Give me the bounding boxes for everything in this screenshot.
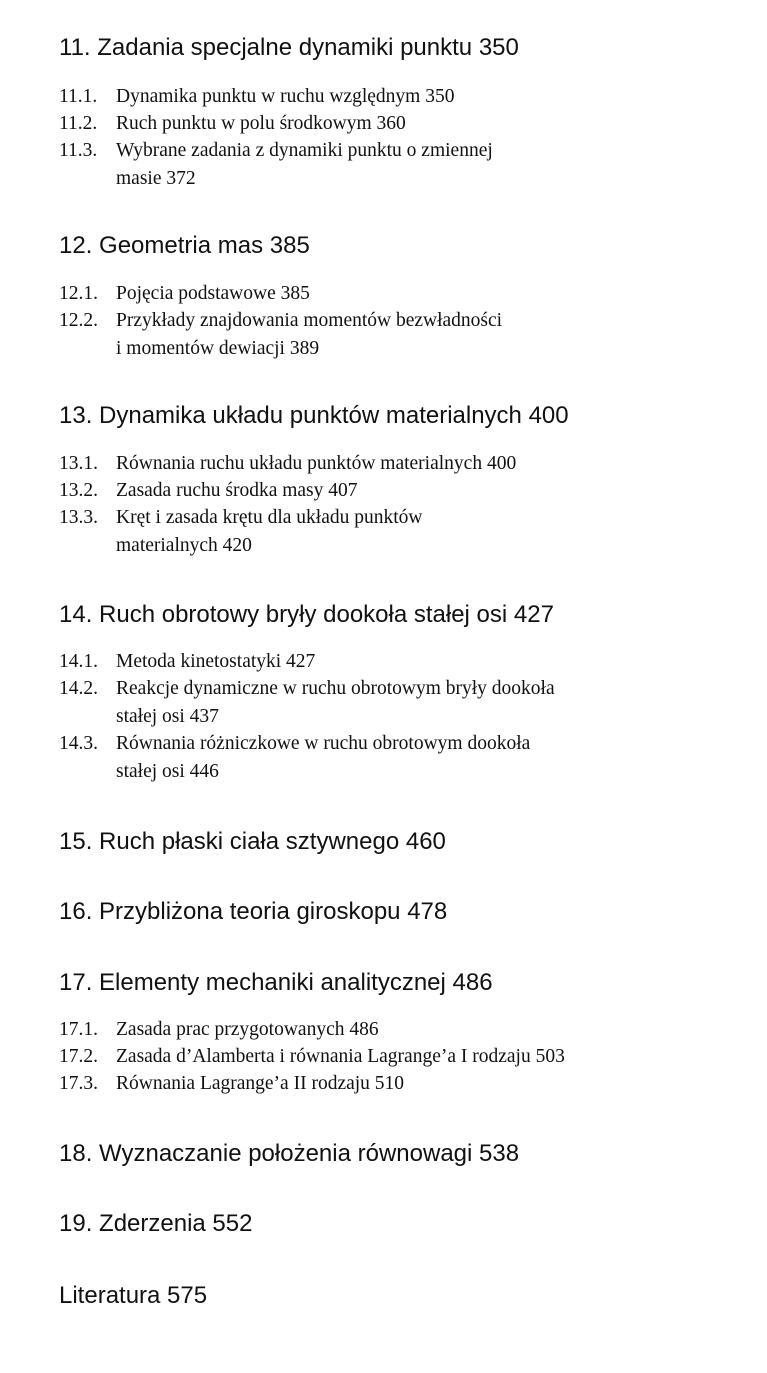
toc-section: [59, 450, 749, 478]
section-number: 13.3.: [59, 507, 98, 528]
chapter-heading: 17. Elementy mechaniki analitycznej 486: [59, 969, 493, 996]
section-title: Pojęcia podstawowe 385: [116, 283, 310, 304]
chapter-heading: 15. Ruch płaski ciała sztywnego 460: [59, 828, 446, 855]
section-number: 12.2.: [59, 310, 98, 331]
toc-section: [59, 1043, 749, 1071]
section-title: Zasada d’Alamberta i równania Lagrange’a I rodzaju 503: [116, 1046, 565, 1067]
section-title: Zasada prac przygotowanych 486: [116, 1019, 379, 1040]
section-number: 17.3.: [59, 1073, 98, 1094]
toc-section: [59, 83, 749, 111]
section-title: Wybrane zadania z dynamiki punktu o zmiennej: [116, 140, 493, 161]
section-number: 14.1.: [59, 651, 98, 672]
chapter-heading: 13. Dynamika układu punktów materialnych 400: [59, 402, 569, 429]
chapter-heading: 19. Zderzenia 552: [59, 1210, 253, 1237]
chapter-heading: 14. Ruch obrotowy bryły dookoła stałej osi 427: [59, 601, 554, 628]
chapter-heading: 18. Wyznaczanie położenia równowagi 538: [59, 1140, 520, 1167]
toc-section: [59, 1070, 749, 1098]
chapter-heading: 12. Geometria mas 385: [59, 232, 310, 259]
section-title-continuation: masie 372: [116, 167, 196, 189]
chapter-heading: 16. Przybliżona teoria giroskopu 478: [59, 898, 448, 925]
section-title-continuation: materialnych 420: [116, 534, 252, 556]
chapter-heading: 11. Zadania specjalne dynamiki punktu 350: [59, 34, 519, 61]
section-number: 17.2.: [59, 1046, 98, 1067]
section-number: 14.2.: [59, 678, 98, 699]
toc-section: [59, 730, 749, 785]
section-title: Zasada ruchu środka masy 407: [116, 480, 358, 501]
toc-section: [59, 477, 749, 505]
section-number: 13.2.: [59, 480, 98, 501]
toc-section: [59, 137, 749, 192]
section-number: 11.2.: [59, 113, 98, 134]
section-number: 12.1.: [59, 283, 98, 304]
toc-section: [59, 307, 749, 362]
chapter-heading: Literatura 575: [59, 1282, 208, 1309]
section-title-continuation: i momentów dewiacji 389: [116, 337, 320, 359]
section-title: Kręt i zasada krętu dla układu punktów: [116, 507, 423, 528]
toc-section: [59, 648, 749, 676]
section-title: Równania ruchu układu punktów materialnych 400: [116, 453, 517, 474]
section-title: Ruch punktu w polu środkowym 360: [116, 113, 406, 134]
section-title: Metoda kinetostatyki 427: [116, 651, 316, 672]
section-title: Dynamika punktu w ruchu względnym 350: [116, 86, 455, 107]
section-number: 14.3.: [59, 733, 98, 754]
toc-section: [59, 675, 749, 730]
toc-section: [59, 110, 749, 138]
section-number: 13.1.: [59, 453, 98, 474]
section-number: 11.3.: [59, 140, 98, 161]
toc-section: [59, 1016, 749, 1044]
toc-section: [59, 504, 749, 559]
section-title: Reakcje dynamiczne w ruchu obrotowym bryły dookoła: [116, 678, 555, 699]
section-title: Równania różniczkowe w ruchu obrotowym dookoła: [116, 733, 531, 754]
toc-section: [59, 280, 749, 308]
section-number: 11.1.: [59, 86, 98, 107]
section-title: Równania Lagrange’a II rodzaju 510: [116, 1073, 405, 1094]
section-title-continuation: stałej osi 446: [116, 760, 219, 782]
section-title: Przykłady znajdowania momentów bezwładności: [116, 310, 503, 331]
section-title-continuation: stałej osi 437: [116, 705, 219, 727]
section-number: 17.1.: [59, 1019, 98, 1040]
